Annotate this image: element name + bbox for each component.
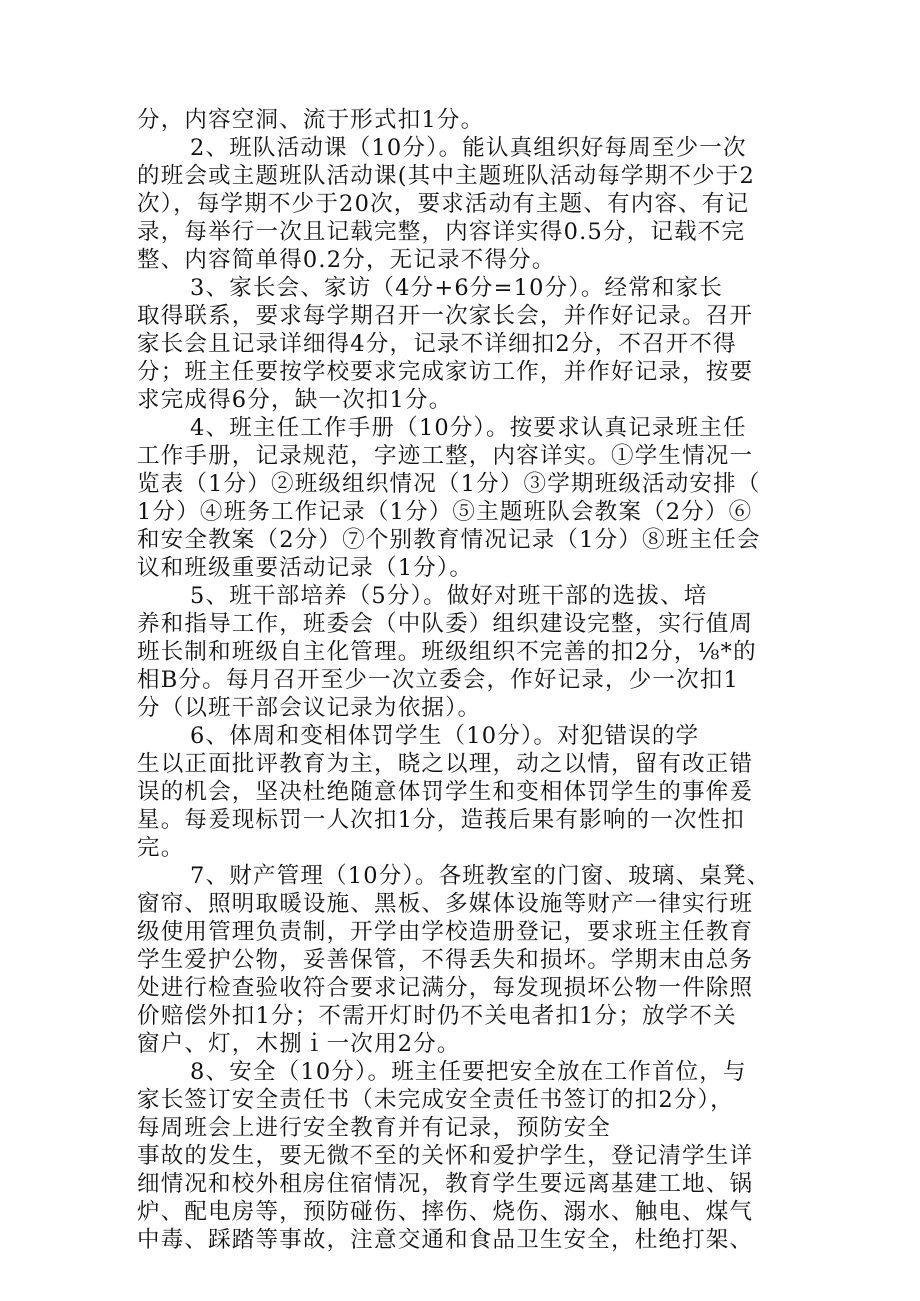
paragraph-heading-8: 8、安全（10分）。班主任要把安全放在工作首位，与 [190,1059,747,1085]
text-line: 星。每爰现标罚一人次扣1分，造莪后果有影响的一次性扣 [137,807,746,833]
text-line: 相B分。每月召开至少一次立委会，作好记录，少一次扣1 [137,667,740,693]
text-line: 班长制和班级自主化管理。班级组织不完善的扣2分，⅛*的 [137,639,757,665]
paragraph-heading-7: 7、财产管理（10分）。各班教室的门窗、玻璃、桌凳、 [190,863,771,889]
text-line: 窗户、灯，木捌ｉ一次用2分。 [137,1031,461,1057]
text-line: 工作手册，记录规范，字迹工整，内容详实。①学生情况一 [137,443,754,469]
text-line: 生以正面批评教育为主，晓之以理，动之以情，留有改正错 [137,751,754,777]
text-line: 整、内容简单得0.2分，无记录不得分。 [137,247,556,273]
text-line: 的班会或主题班队活动课(其中主题班队活动每学期不少于2 [137,163,755,189]
text-line: 取得联系，要求每学期召开一次家长会，并作好记录。召开 [137,303,754,329]
text-line: 养和指导工作，班委会（中队委）组织建设完整，实行值周 [137,611,754,637]
text-line: 中毒、踩踏等事故，注意交通和食品卫生安全，杜绝打架、 [137,1227,754,1253]
text-line: 次），每学期不少于20次，要求活动有主题、有内容、有记 [137,191,750,217]
text-line: 议和班级重要活动记录（1分）。 [137,555,474,581]
text-line: 价赔偿外扣1分；不需开灯时仍不关电者扣1分；放学不关 [137,1003,737,1029]
paragraph-heading-3: 3、家长会、家访（4分+6分=10分）。经常和家长 [190,275,724,301]
text-line: 求完成得6分，缺一次扣1分。 [137,387,453,413]
text-line: 分，内容空洞、流于形式扣1分。 [137,107,485,133]
text-line: 览表（1分）②班级组织情况（1分）③学期班级活动安排（ [137,471,761,497]
text-line: 分（以班干部会议记录为依据）。 [137,695,482,721]
text-line: 窗帘、照明取暖设施、黑板、多媒体设施等财产一律实行班 [137,891,754,917]
paragraph-heading-4: 4、班主任工作手册（10分）。按要求认真记录班主任 [190,415,747,441]
text-line: 家长会且记录详细得4分，记录不详细扣2分，不召开不得 [137,331,737,357]
paragraph-heading-6: 6、体周和变相体罚学生（10分）。对犯错误的学 [190,723,700,749]
text-line: 家长签订安全责任书（未完成安全责任书签订的扣2分）， [137,1087,734,1113]
text-line: 处进行检查验收符合要求记满分，每发现损坏公物一件除照 [137,975,754,1001]
text-line: 分；班主任要按学校要求完成家访工作，并作好记录，按要 [137,359,754,385]
text-line: 和安全教案（2分）⑦个别教育情况记录（1分）⑧班主任会 [137,527,761,553]
text-line: 1分）④班务工作记录（1分）⑤主题班队会教案（2分）⑥ [137,499,753,525]
text-line: 录，每举行一次且记载完整，内容详实得0.5分，记载不完 [137,219,746,245]
text-line: 炉、配电房等，预防碰伤、摔伤、烧伤、溺水、触电、煤气 [137,1199,754,1225]
text-line: 每周班会上进行安全教育并有记录，预防安全 [137,1115,612,1141]
paragraph-heading-2: 2、班队活动课（10分）。能认真组织好每周至少一次 [190,135,747,161]
text-line: 级使用管理负责制，开学由学校造册登记，要求班主任教育 [137,919,754,945]
text-line: 事故的发生，要无微不至的关怀和爱护学生，登记清学生详 [137,1143,754,1169]
text-line: 完。 [137,835,185,861]
text-line: 学生爱护公物，妥善保管，不得丢失和损坏。学期末由总务 [137,947,754,973]
text-line: 误的机会，坚决杜绝随意体罚学生和变相体罚学生的事侔爰 [137,779,754,805]
paragraph-heading-5: 5、班干部培养（5分）。做好对班干部的选拔、培 [190,583,708,609]
text-line: 细情况和校外租房住宿情况，教育学生要远离基建工地、锅 [137,1171,754,1197]
